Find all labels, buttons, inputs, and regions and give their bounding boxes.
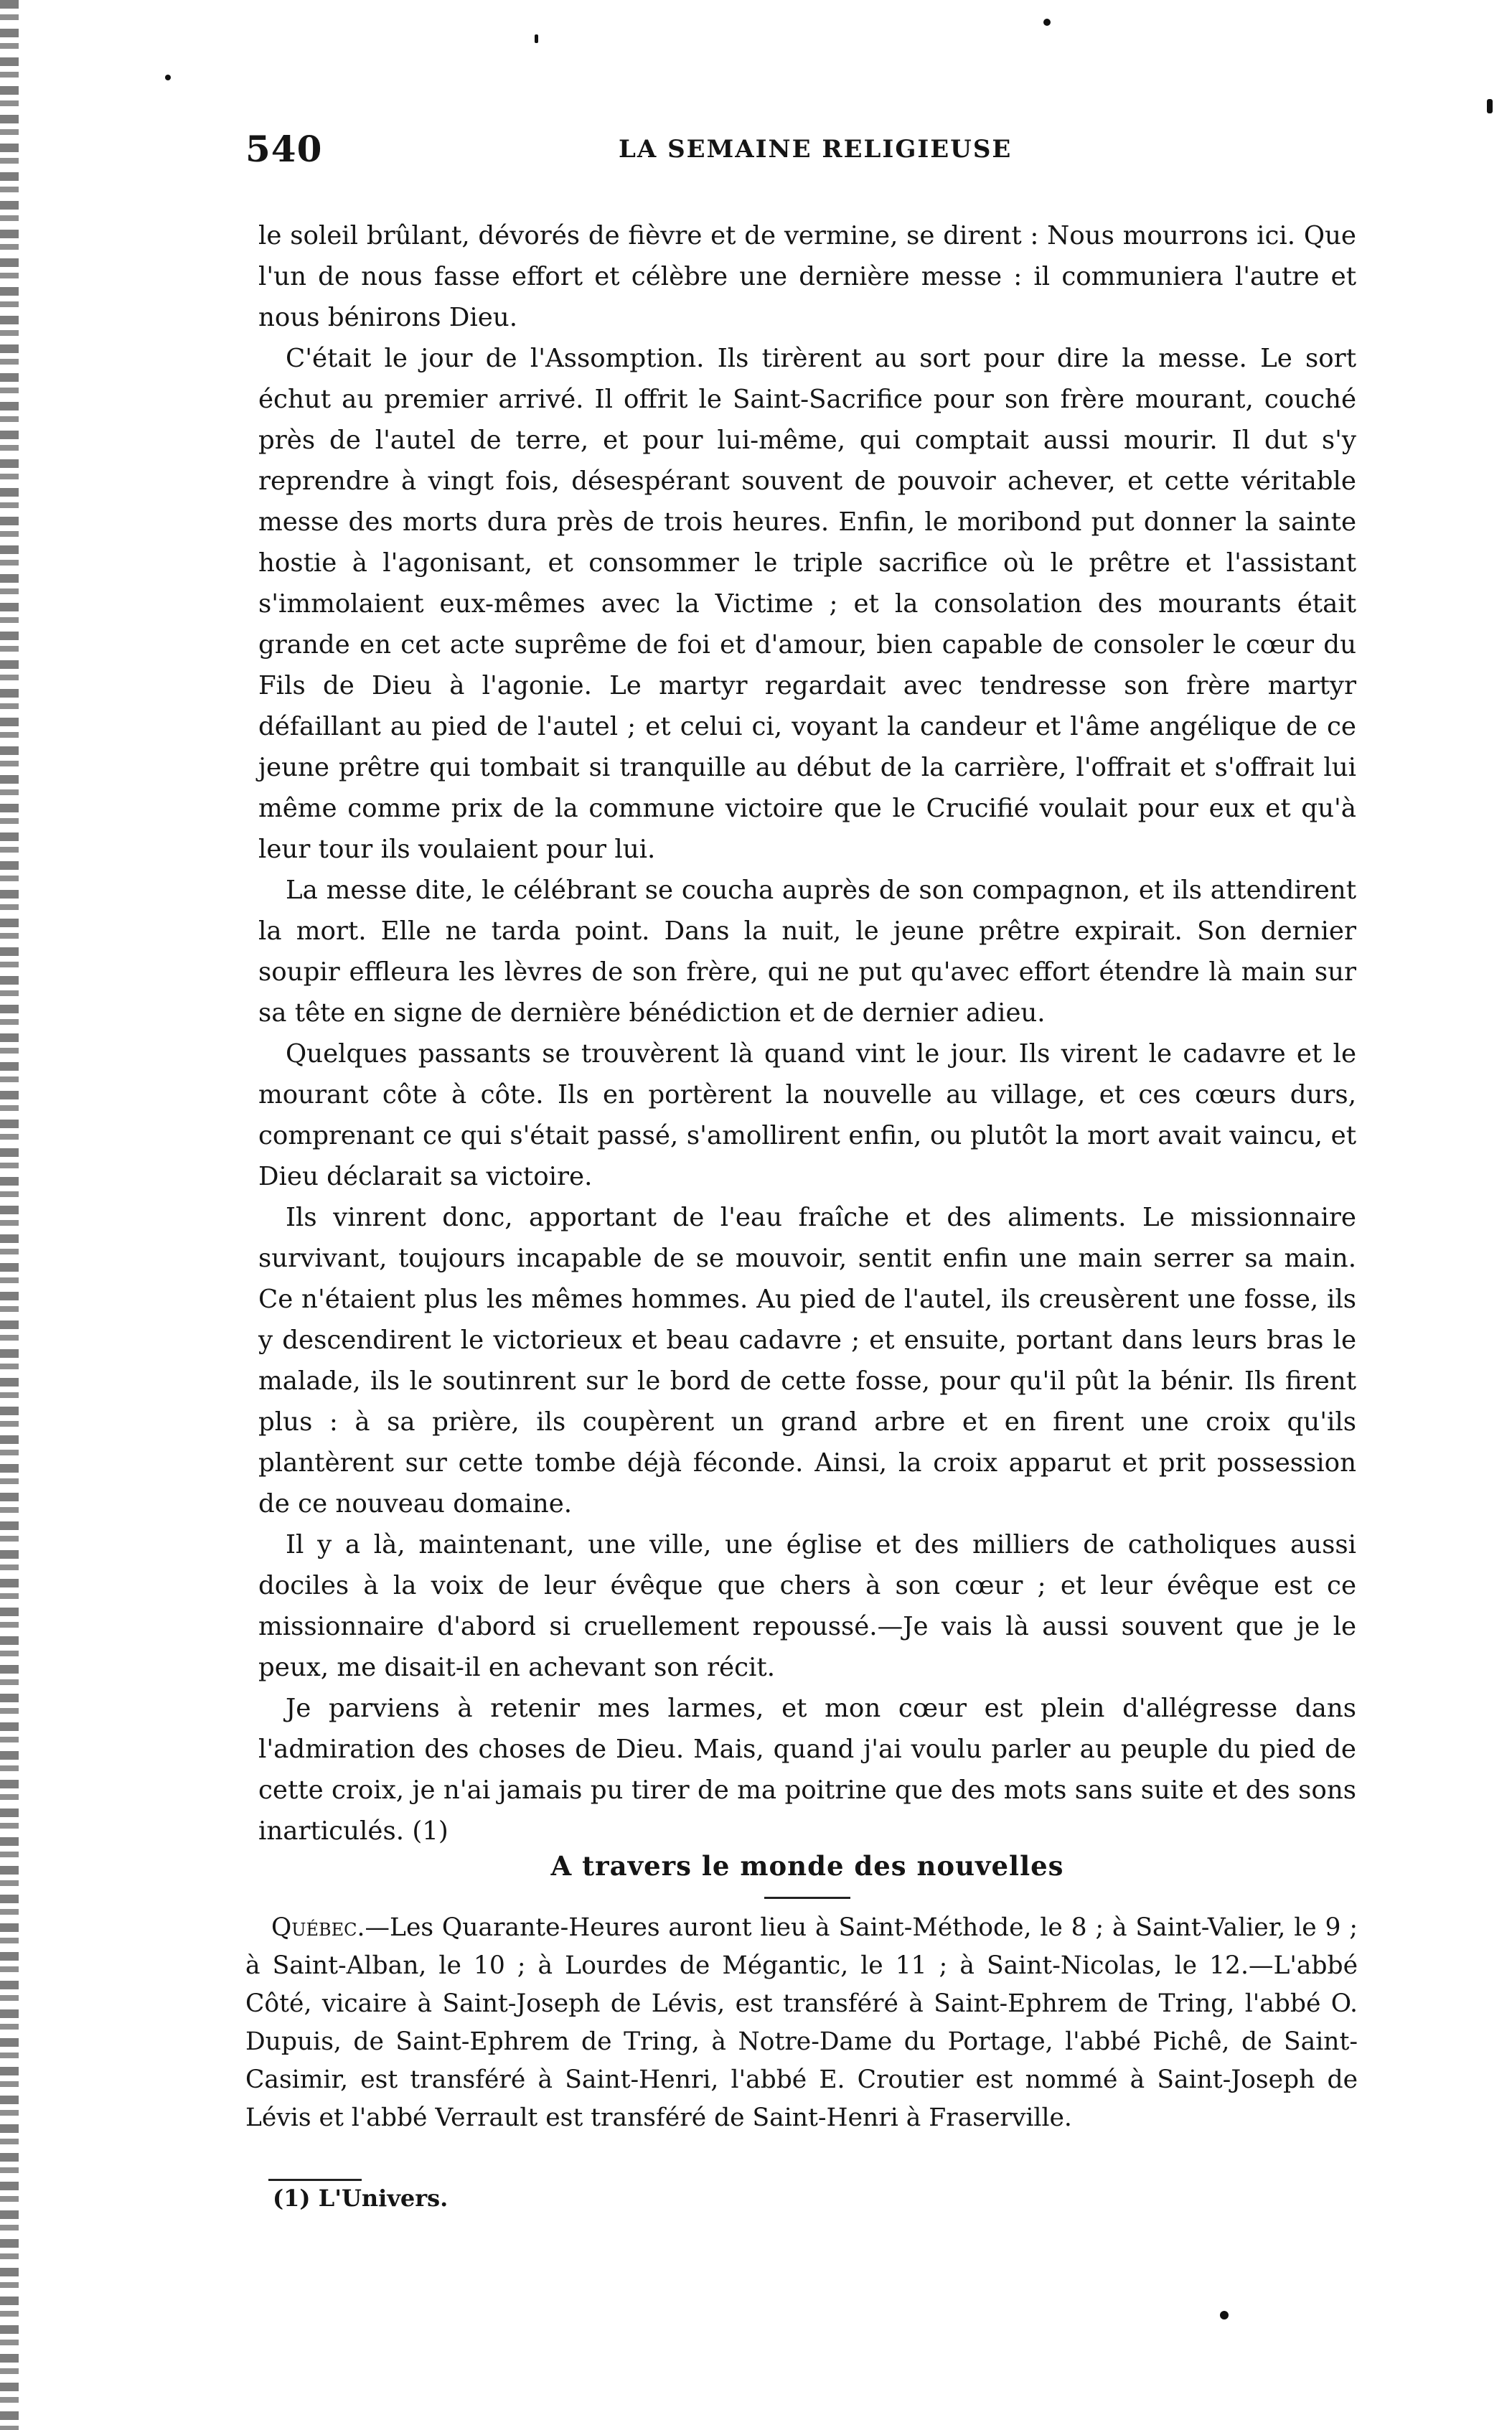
body-paragraph: le soleil brûlant, dévorés de fièvre et de vermine, se dirent : Nous mourrons ici. Que l'un de nous fasse effort et célèbre une dernière messe : il communiera l'autre et nous bénirons Dieu.: [258, 221, 1356, 332]
news-paragraph: [245, 1909, 1358, 2137]
journal-title: LA SEMAINE RELIGIEUSE: [619, 135, 1013, 164]
news-item: [245, 1909, 1358, 2137]
page-number: 540: [245, 128, 323, 170]
scan-speck: [1487, 99, 1493, 113]
section-divider: [764, 1897, 850, 1899]
news-place: Québec.: [271, 1913, 365, 1942]
body-paragraph: C'était le jour de l'Assomption. Ils tirèrent au sort pour dire la messe. Le sort échut au premier arrivé. Il offrit le Saint-Sacrifice pour son frère mourant, couché près de l'autel de terre, et pour lui-même, qui comptait aussi mourir. Il dut s'y reprendre à vingt fois, désespérant souvent de pouvoir achever, et cette véritable messe des morts dura près de trois heures. Enfin, le moribond put donner la sainte hostie à l'agonisant, et consommer le triple sacrifice où le prêtre et l'assistant s'immolaient eux-mêmes avec la Victime ; et la consolation des mourants était grande en cet acte suprême de foi et d'amour, bien capable de consoler le cœur du Fils de Dieu à l'agonie. Le martyr regardait avec tendresse son frère martyr défaillant au pied de l'autel ; et celui ci, voyant la candeur et l'âme angélique de ce jeune prêtre qui tombait si tranquille au début de la carrière, l'offrait et s'offrait lui même comme prix de la commune victoire que le Crucifié voulait pour eux et qu'à leur tour ils voulaient pour lui.: [258, 344, 1356, 864]
section-heading: A travers le monde des nouvelles: [550, 1850, 1064, 1882]
news-text: —Les Quarante-Heures auront lieu à Saint-Méthode, le 8 ; à Saint-Valier, le 9 ; à Saint-Alban, le 10 ; à Lourdes de Mégantic, le 11 ; à Saint-Nicolas, le 12.—L'abbé Côté, vicaire à Saint-Joseph de Lévis, est transféré à Saint-Ephrem de Tring, l'abbé O. Dupuis, de Saint-Ephrem de Tring, à Notre-Dame du Portage, l'abbé Pichê, de Saint-Casimir, est transféré à Saint-Henri, l'abbé E. Croutier est nommé à Saint-Joseph de Lévis et l'abbé Verrault est transféré de Saint-Henri à Fraserville.: [245, 1913, 1358, 2132]
body-paragraph: La messe dite, le célébrant se coucha auprès de son compagnon, et ils attendirent la mort. Elle ne tarda point. Dans la nuit, le jeune prêtre expirait. Son dernier soupir effleura les lèvres de son frère, qui ne put qu'avec effort étendre là main sur sa tête en signe de dernière bénédiction et de dernier adieu.: [258, 876, 1356, 1028]
body-paragraph: Ils vinrent donc, apportant de l'eau fraîche et des aliments. Le missionnaire survivant, toujours incapable de se mouvoir, sentit enfin une main serrer sa main. Ce n'étaient plus les mêmes hommes. Au pied de l'autel, ils creusèrent une fosse, ils y descendirent le victorieux et beau cadavre ; et ensuite, portant dans leurs bras le malade, ils le soutinrent sur le bord de cette fosse, pour qu'il pût la bénir. Ils firent plus : à sa prière, ils coupèrent un grand arbre et en firent une croix qu'ils plantèrent sur cette tombe déjà féconde. Ainsi, la croix apparut et prit possession de ce nouveau domaine.: [258, 1203, 1356, 1519]
page-binding-edge: [0, 0, 19, 2430]
article-body: [258, 215, 1356, 1852]
running-head: [245, 128, 1351, 178]
body-paragraph: Je parviens à retenir mes larmes, et mon cœur est plein d'allégresse dans l'admiration des choses de Dieu. Mais, quand j'ai voulu parler au peuple du pied de cette croix, je n'ai jamais pu tirer de ma poitrine que des mots sans suite et des sons inarticulés. (1): [258, 1694, 1356, 1846]
scan-speck: [1220, 2311, 1229, 2319]
footnote-divider: [268, 2179, 362, 2181]
footnote: (1) L'Univers.: [273, 2185, 449, 2212]
scan-speck: [535, 34, 538, 43]
scan-speck: [165, 75, 171, 80]
body-paragraph: Il y a là, maintenant, une ville, une église et des milliers de catholiques aussi dociles à la voix de leur évêque que chers à son cœur ; et leur évêque est ce missionnaire d'abord si cruellement repoussé.—Je vais là aussi souvent que je le peux, me disait-il en achevant son récit.: [258, 1530, 1356, 1682]
scan-speck: [1043, 19, 1051, 26]
body-paragraph: Quelques passants se trouvèrent là quand vint le jour. Ils virent le cadavre et le mourant côte à côte. Ils en portèrent la nouvelle au village, et ces cœurs durs, comprenant ce qui s'était passé, s'amollirent enfin, ou plutôt la mort avait vaincu, et Dieu déclarait sa victoire.: [258, 1039, 1356, 1191]
